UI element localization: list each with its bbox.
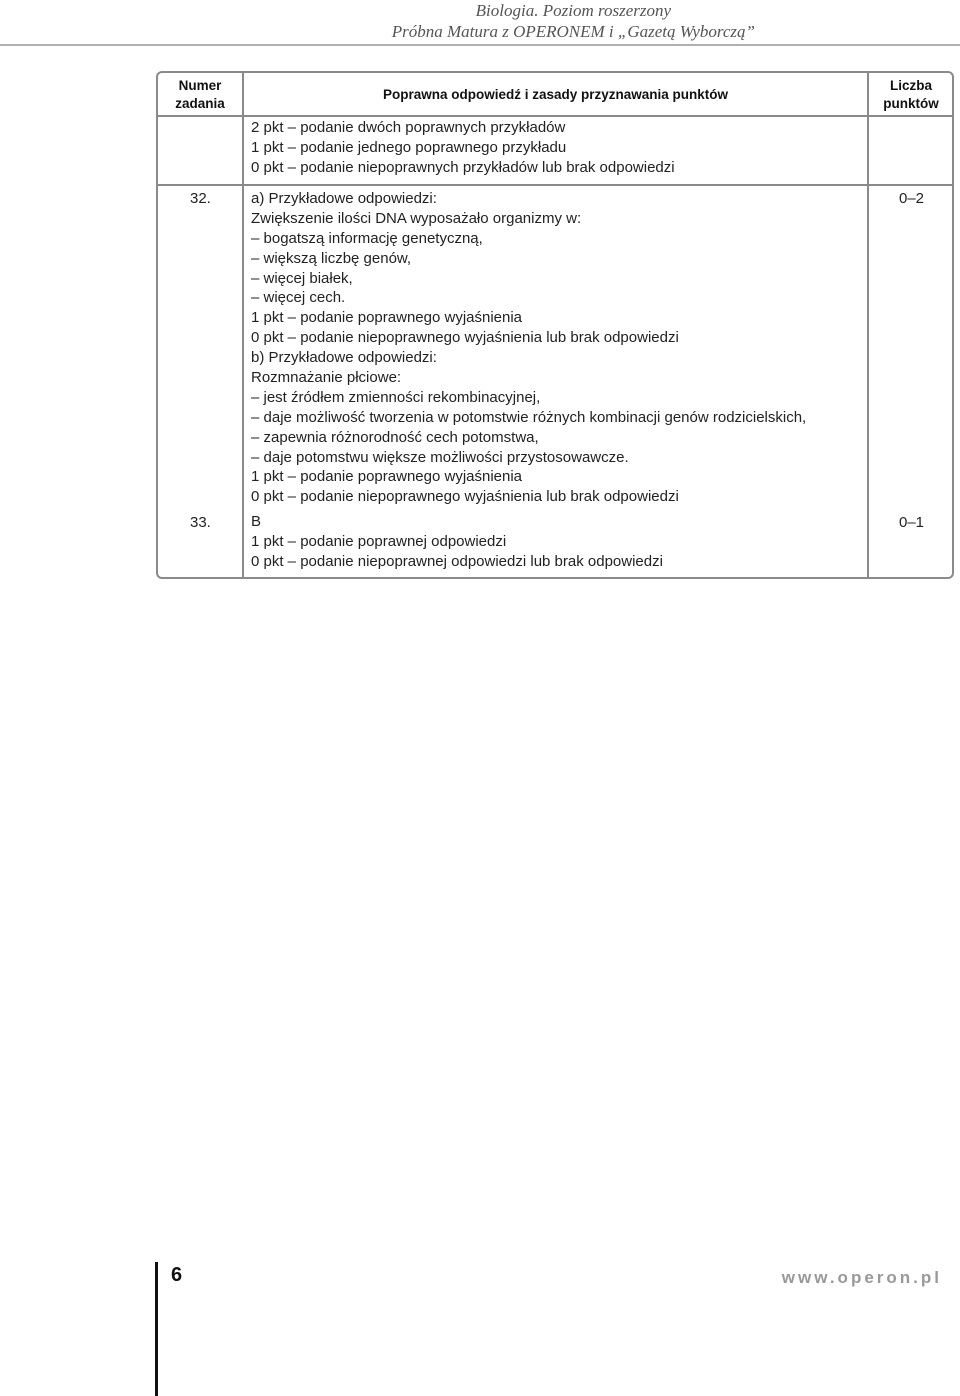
answer-line: – bogatszą informację genetyczną,: [251, 229, 483, 247]
answer-line: – jest źródłem zmienności rekombinacyjnej,: [251, 388, 541, 406]
answer-line: – daje potomstwu większe możliwości przystosowawcze.: [251, 448, 629, 466]
header-exam-name: Próbna Matura z OPERONEM i „Gazetą Wyborczą”: [391, 22, 755, 41]
task-number-33: 33.: [190, 514, 211, 531]
points-32: 0–2: [898, 190, 925, 207]
answer-line: 1 pkt – podanie poprawnej odpowiedzi: [251, 532, 507, 550]
column-divider: [242, 71, 244, 579]
column-divider: [867, 71, 869, 579]
answer-cell-continuation: [251, 118, 675, 178]
answer-line: – większą liczbę genów,: [251, 249, 412, 267]
answer-line: 1 pkt – podanie poprawnego wyjaśnienia: [251, 309, 523, 327]
answer-cell-32: [251, 189, 806, 507]
header-title: [392, 0, 755, 42]
answer-line: Rozmnażanie płciowe:: [251, 369, 402, 387]
answer-line: 0 pkt – podanie niepoprawnego wyjaśnienia lub brak odpowiedzi: [251, 329, 679, 347]
header-divider: [0, 44, 960, 46]
answer-line: 0 pkt – podanie niepoprawnych przykładów lub brak odpowiedzi: [251, 158, 675, 176]
answer-line: Zwiększenie ilości DNA wyposażało organizmy w:: [251, 209, 582, 227]
row-divider: [156, 184, 954, 186]
task-number-32: 32.: [190, 190, 211, 207]
page-number: 6: [171, 1264, 183, 1286]
answer-line: 1 pkt – podanie poprawnego wyjaśnienia: [251, 468, 523, 486]
answer-line: 0 pkt – podanie niepoprawnego wyjaśnienia lub brak odpowiedzi: [251, 488, 679, 506]
header-row-divider: [156, 115, 954, 117]
answer-line: 0 pkt – podanie niepoprawnej odpowiedzi lub brak odpowiedzi: [251, 552, 663, 570]
answer-line: b) Przykładowe odpowiedzi:: [251, 349, 437, 367]
points-33: 0–1: [898, 514, 925, 531]
answer-cell-33: [251, 512, 663, 572]
answer-line: 2 pkt – podanie dwóch poprawnych przykładów: [251, 119, 566, 136]
answer-line: a) Przykładowe odpowiedzi:: [251, 190, 437, 207]
footer-bar: [155, 1262, 158, 1396]
answer-line: 1 pkt – podanie jednego poprawnego przykładu: [251, 138, 567, 156]
header-subject: Biologia. Poziom roszerzony: [475, 1, 672, 20]
page-header: [0, 0, 960, 46]
answer-line: – daje możliwość tworzenia w potomstwie różnych kombinacji genów rodzicielskich,: [251, 408, 807, 426]
website-link[interactable]: www.operon.pl: [781, 1268, 942, 1287]
answer-line: B: [251, 513, 262, 530]
column-header-answer: Poprawna odpowiedź i zasady przyznawania punktów: [382, 87, 729, 102]
column-header-points: Liczba punktów: [883, 78, 939, 111]
column-header-number: Numer zadania: [175, 78, 225, 111]
answer-line: – zapewnia różnorodność cech potomstwa,: [251, 428, 539, 446]
answer-line: – więcej cech.: [251, 289, 346, 307]
answer-line: – więcej białek,: [251, 269, 353, 287]
